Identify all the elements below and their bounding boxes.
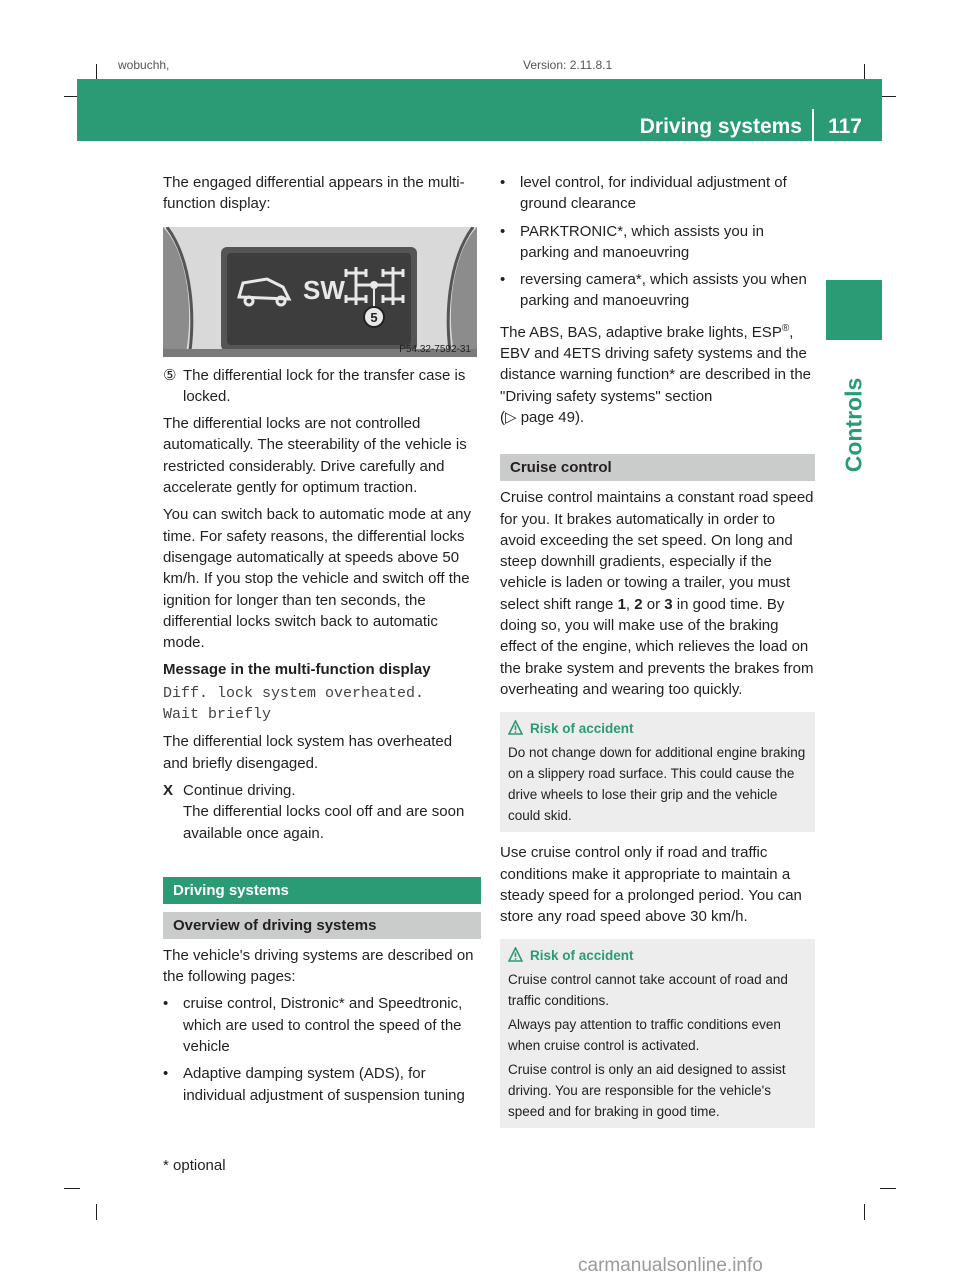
header-divider	[812, 109, 814, 141]
display-message-line1: Diff. lock system overheated.	[163, 684, 425, 702]
list-item	[163, 1063, 481, 1106]
figure-sw-text: SW	[303, 274, 345, 305]
text-segment: or	[642, 595, 665, 613]
list-item	[500, 172, 815, 215]
subsection-heading: Cruise control	[500, 454, 815, 481]
page-reference-link[interactable]: page 49).	[520, 408, 585, 426]
list-item-text: reversing camera*, which assists you when parking and manoeuvring	[520, 271, 807, 310]
side-tab-label: Controls	[840, 377, 867, 473]
text-segment: ,	[625, 595, 635, 613]
crop-mark	[64, 1188, 80, 1189]
action-step	[163, 780, 481, 844]
warning-text: Do not change down for additional engine braking on a slippery road surface. This could cause the drive wheels to lose their grip and the vehicle could skid.	[508, 745, 806, 824]
bullet-icon: •	[163, 995, 169, 1013]
bullet-icon: •	[500, 222, 506, 240]
warning-text: Always pay attention to traffic conditions even when cruise control is activated.	[508, 1017, 781, 1054]
driving-safety-paragraph: The ABS, BAS, adaptive brake lights, ESP®, EBV and 4ETS driving safety systems and the distance warning function* are described in the "Driving safety systems" section (▷ page 49).	[500, 322, 812, 426]
paragraph: The differential lock system has overheated and briefly disengaged.	[163, 733, 453, 772]
crop-mark	[96, 1204, 97, 1220]
bullet-icon: •	[163, 1065, 169, 1083]
header-title: Driving systems	[639, 115, 802, 138]
display-message-line2: Wait briefly	[163, 706, 272, 724]
paragraph: The differential locks are not controlled automatically. The steerability of the vehicle is restricted considerably. Drive carefully and accelerate gently for optimum traction.	[163, 415, 467, 497]
crop-mark	[864, 1204, 865, 1220]
list-item-text: level control, for individual adjustment of ground clearance	[520, 174, 787, 213]
paragraph: The vehicle's driving systems are described on the following pages:	[163, 946, 474, 986]
list-item-text: PARKTRONIC*, which assists you in parking and manoeuvring	[520, 222, 764, 261]
crop-mark	[880, 96, 896, 97]
warning-box	[500, 939, 815, 1128]
warning-title: Risk of accident	[530, 948, 634, 964]
side-tab-marker	[826, 280, 882, 340]
page-ref-arrow-icon: ▷	[505, 408, 517, 426]
paragraph: Use cruise control only if road and traffic conditions make it appropriate to maintain a steady speed for a prolonged period. You can store any road speed above 30 km/h.	[500, 844, 802, 926]
multifunction-display-image	[163, 227, 477, 357]
paragraph: You can switch back to automatic mode at any time. For safety reasons, the differential locks disengage automatically at speeds above 50 km/h. If you stop the vehicle and switch off the ignition for longer than ten seconds, the differential locks switch back to automatic mode.	[163, 506, 471, 652]
callout-text: The differential lock for the transfer case is locked.	[183, 366, 466, 405]
crop-mark	[864, 64, 865, 80]
registered-mark: ®	[781, 322, 790, 334]
step-line2: The differential locks cool off and are soon available once again.	[183, 803, 465, 842]
right-column	[500, 172, 815, 1128]
list-item	[500, 221, 815, 264]
crop-mark	[880, 1188, 896, 1189]
text-segment: , EBV and 4ETS driving safety systems and the distance warning function* are described in the "Driving safety systems" section	[500, 323, 812, 405]
callout-item-5	[163, 365, 481, 408]
figure-callout: 5	[370, 309, 378, 325]
warning-heading	[508, 718, 807, 739]
print-meta-left: wobuchh,	[118, 58, 170, 72]
list-item-text: cruise control, Distronic* and Speedtronic, which are used to control the speed of the vehicle	[183, 995, 463, 1056]
figure-code: P54.32-7592-31	[399, 343, 471, 355]
list-item	[163, 993, 481, 1057]
shift-range: 2	[634, 595, 643, 613]
warning-text: Cruise control is only an aid designed to assist driving. You are responsible for the vehicle's speed and for braking in good time.	[508, 1062, 786, 1120]
text-segment: The ABS, BAS, adaptive brake lights, ESP	[500, 323, 782, 341]
left-column	[163, 172, 481, 1106]
step-marker: X	[163, 781, 174, 799]
text-segment: in good time. By doing so, you will make use of the braking effect of the engine, which relieves the load on the brake system and prevents the brakes from overheating and wearing too quickly.	[500, 595, 814, 698]
warning-title: Risk of accident	[530, 721, 634, 737]
bullet-icon: •	[500, 271, 506, 289]
warning-heading	[508, 945, 807, 966]
list-item	[500, 269, 815, 312]
bullet-icon: •	[500, 174, 506, 191]
side-tab	[826, 340, 882, 510]
step-line1: Continue driving.	[183, 781, 296, 799]
warning-box	[500, 712, 815, 832]
subsection-heading: Overview of driving systems	[163, 912, 481, 939]
warning-icon	[508, 720, 523, 735]
watermark: carmanualsonline.info	[578, 1255, 763, 1276]
intro-paragraph: The engaged differential appears in the multi-function display:	[163, 174, 465, 213]
footnote: * optional	[163, 1157, 226, 1174]
print-meta-right: Version: 2.11.8.1	[523, 58, 613, 72]
crop-mark	[96, 64, 97, 80]
warning-icon	[508, 947, 523, 962]
text-segment: Cruise control maintains a constant road speed for you. It brakes automatically in order to avoid exceeding the set speed. On long and steep downhill gradients, especially if the vehicle is laden or towing a trailer, you must select shift range	[500, 489, 814, 613]
shift-range: 3	[664, 595, 673, 613]
message-heading: Message in the multi-function display	[163, 661, 431, 679]
warning-text: Cruise control cannot take account of road and traffic conditions.	[508, 972, 788, 1009]
section-heading: Driving systems	[163, 877, 481, 904]
page-number: 117	[828, 115, 862, 138]
cruise-control-paragraph	[500, 487, 815, 700]
list-item-text: Adaptive damping system (ADS), for individual adjustment of suspension tuning	[183, 1065, 465, 1104]
display-figure	[163, 227, 477, 357]
page-header	[77, 79, 882, 141]
shift-range: 1	[617, 595, 626, 613]
callout-marker: ⑤	[163, 366, 177, 384]
